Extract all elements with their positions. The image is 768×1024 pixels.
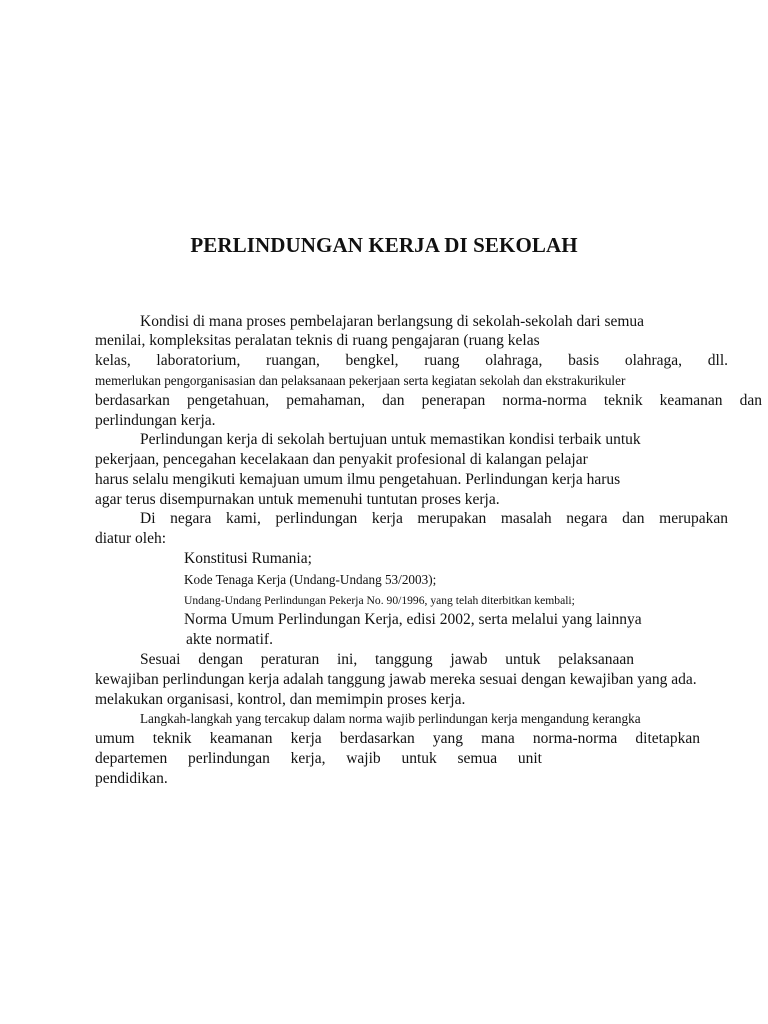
list-item-text: Kode Tenaga Kerja (Undang-Undang 53/2003); xyxy=(184,572,437,587)
paragraph-line: Perlindungan kerja di sekolah bertujuan untuk memastikan kondisi terbaik untuk xyxy=(140,431,641,448)
paragraph-line: diatur oleh: xyxy=(95,530,167,547)
paragraph-line: pendidikan. xyxy=(95,770,168,787)
paragraph-line: harus selalu mengikuti kemajuan umum ilmu pengetahuan. Perlindungan kerja harus xyxy=(95,471,621,488)
document-title: PERLINDUNGAN KERJA DI SEKOLAH xyxy=(190,233,578,257)
paragraph-line: Sesuai dengan peraturan ini, tanggung jawab untuk pelaksanaan xyxy=(140,651,634,668)
paragraph-line: pekerjaan, pencegahan kecelakaan dan penyakit profesional di kalangan pelajar xyxy=(95,451,588,468)
paragraph-line: memerlukan pengorganisasian dan pelaksanaan pekerjaan serta kegiatan sekolah dan ekstrakurikuler xyxy=(95,373,626,388)
paragraph-line: Di negara kami, perlindungan kerja merupakan masalah negara dan merupakan xyxy=(140,510,728,527)
list-item xyxy=(168,570,436,590)
paragraph-line: agar terus disempurnakan untuk memenuhi tuntutan proses kerja. xyxy=(95,491,500,508)
list-item-text: Undang-Undang Perlindungan Pekerja No. 90/1996, yang telah diterbitkan kembali; xyxy=(184,594,575,607)
list-item-continuation: akte normatif. xyxy=(186,631,273,648)
list-item-text: Konstitusi Rumania; xyxy=(184,550,312,567)
paragraph-line: Langkah-langkah yang tercakup dalam norma wajib perlindungan kerja mengandung kerangka xyxy=(140,711,641,726)
paragraph-line: berdasarkan pengetahuan, pemahaman, dan penerapan norma-norma teknik keamanan dan xyxy=(95,392,762,409)
paragraph-line: perlindungan kerja. xyxy=(95,412,216,429)
paragraph-line: Kondisi di mana proses pembelajaran berlangsung di sekolah-sekolah dari semua xyxy=(140,313,645,330)
list-item xyxy=(168,590,575,611)
list-item xyxy=(168,610,642,630)
paragraph-line: menilai, kompleksitas peralatan teknis di ruang pengajaran (ruang kelas xyxy=(95,332,540,349)
paragraph-line: kewajiban perlindungan kerja adalah tanggung jawab mereka sesuai dengan kewajiban yang ada. xyxy=(95,671,697,688)
list-item-text: Norma Umum Perlindungan Kerja, edisi 2002, serta melalui yang lainnya xyxy=(184,611,642,628)
paragraph-line: melakukan organisasi, kontrol, dan memimpin proses kerja. xyxy=(95,691,466,708)
paragraph-line: departemen perlindungan kerja, wajib untuk semua unit xyxy=(95,750,542,767)
paragraph-line: umum teknik keamanan kerja berdasarkan yang mana norma-norma ditetapkan xyxy=(95,730,700,747)
list-item xyxy=(168,549,312,569)
paragraph-line: kelas, laboratorium, ruangan, bengkel, ruang olahraga, basis olahraga, dll. xyxy=(95,352,728,369)
